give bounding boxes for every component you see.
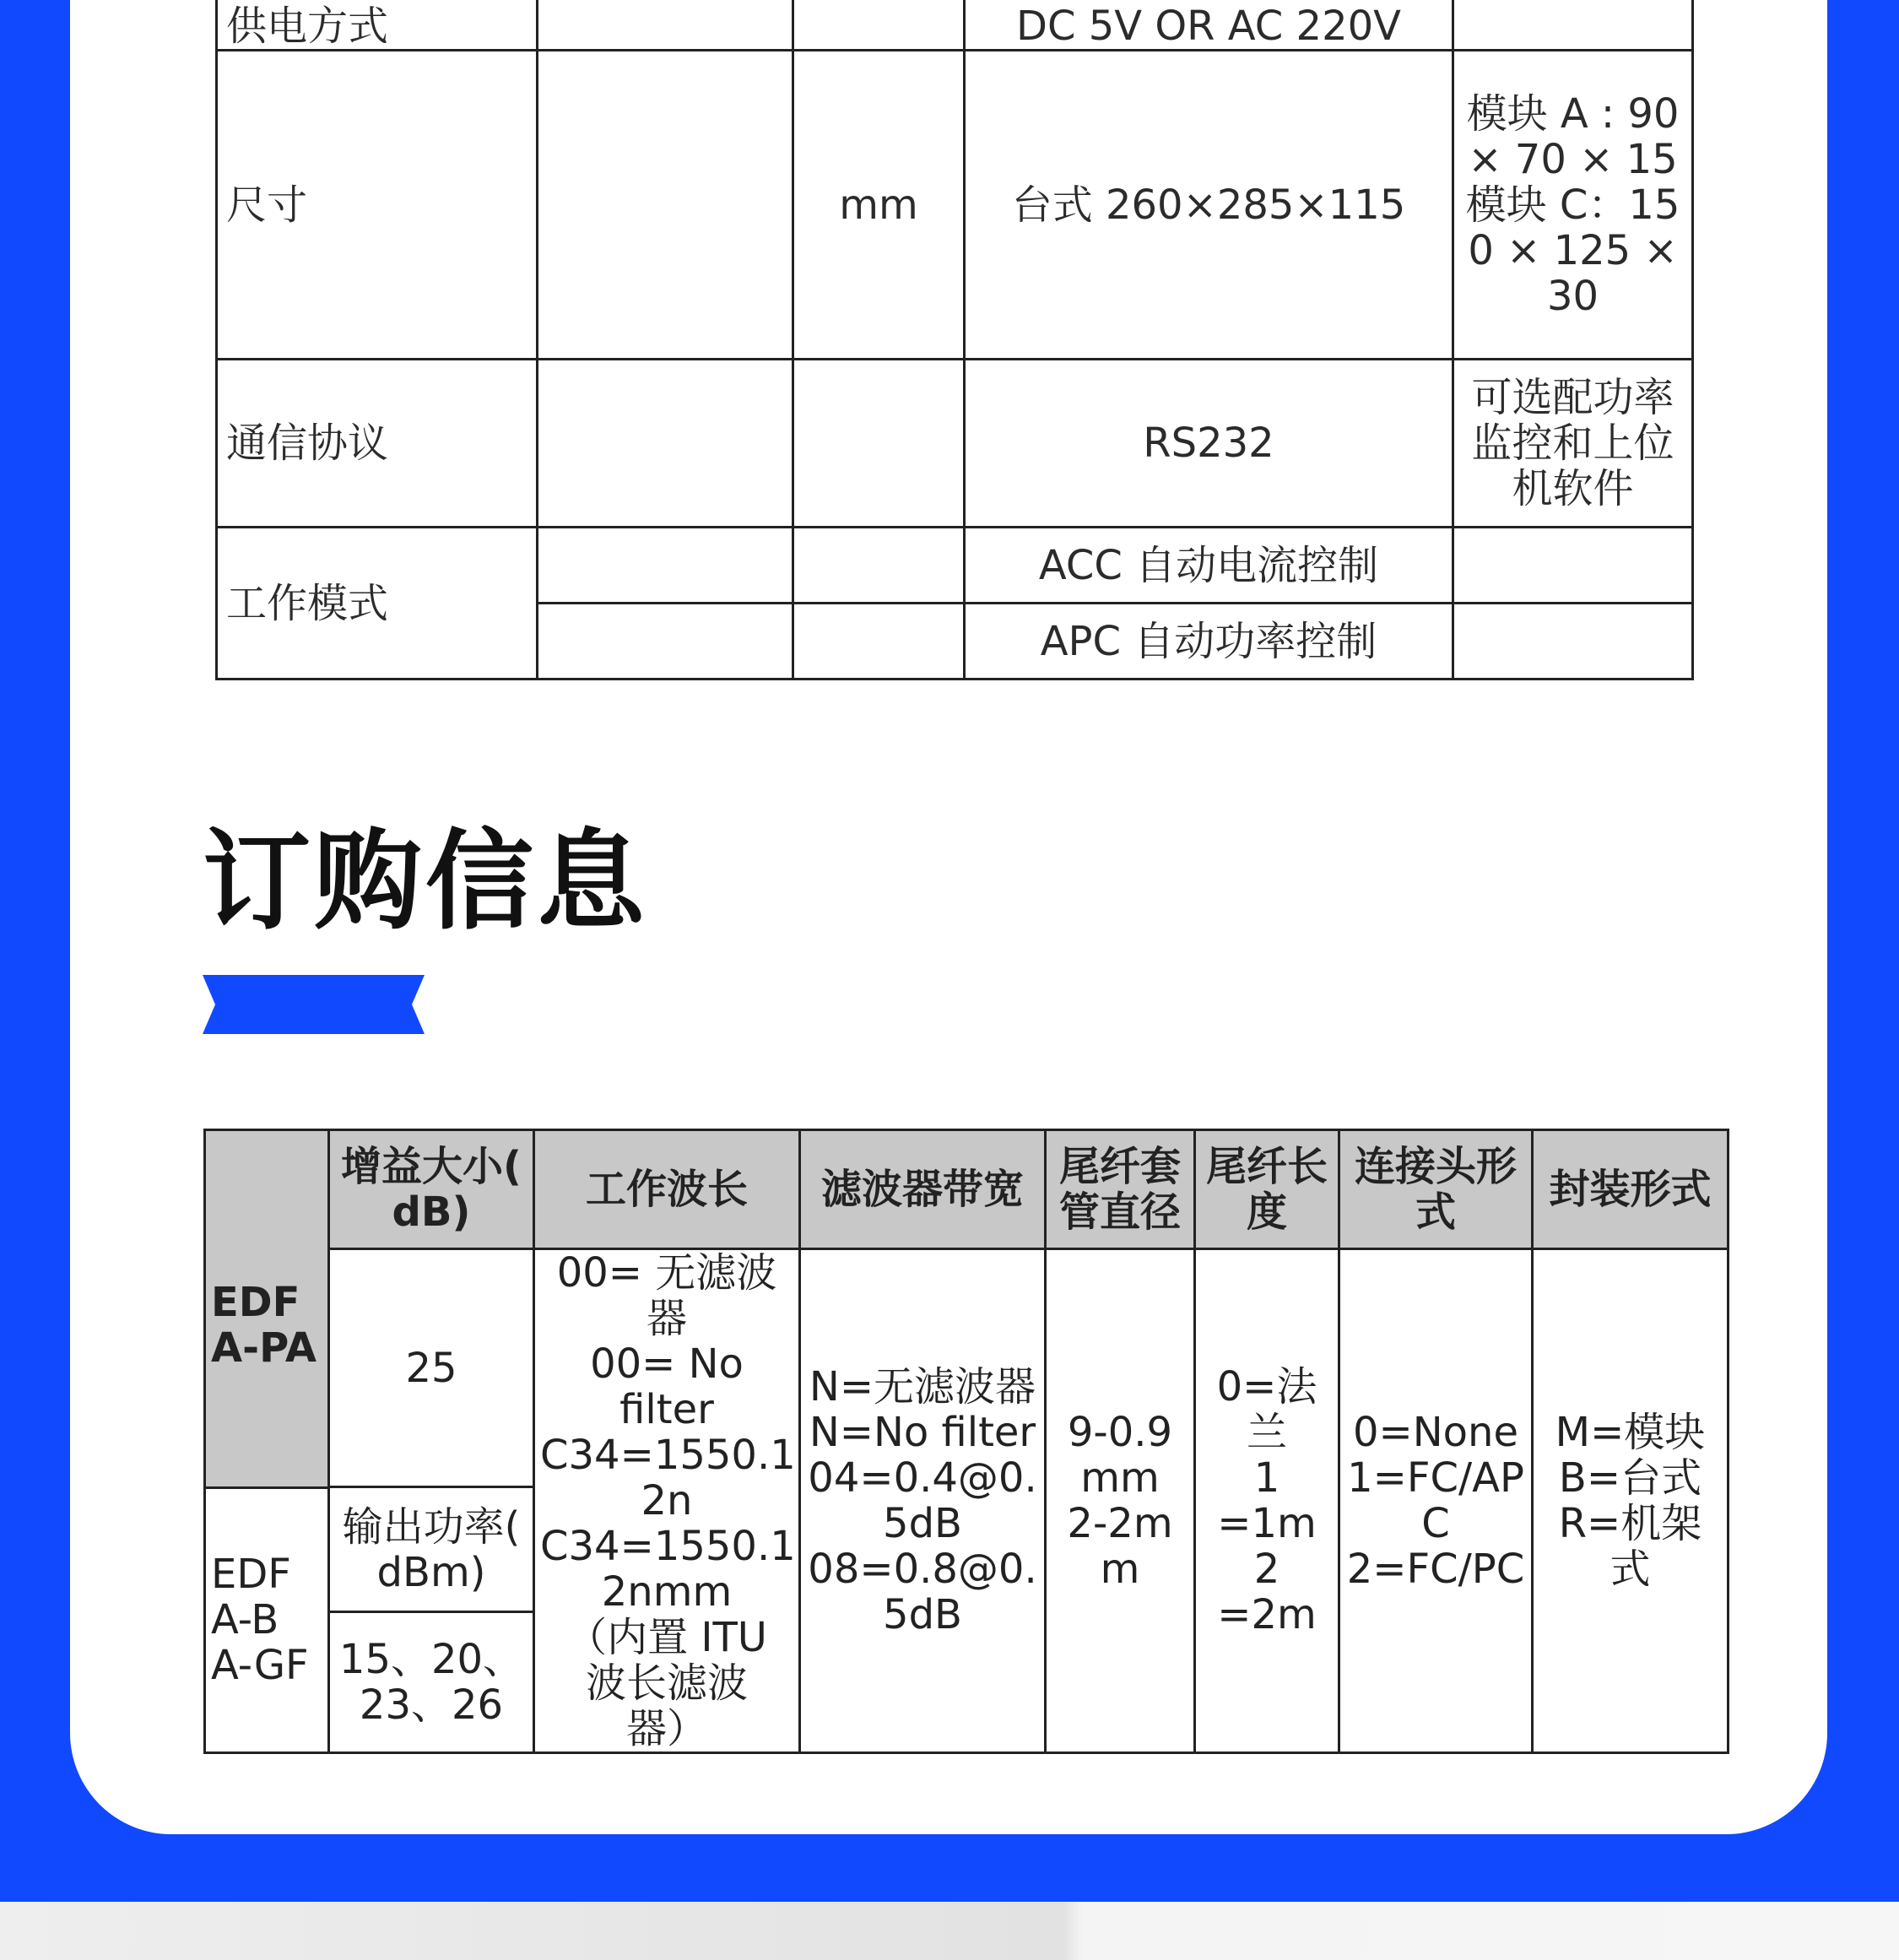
header-pigtail-length: 尾纤长 度	[1195, 1130, 1339, 1249]
model-pa-label: EDF A-PA	[211, 1279, 316, 1373]
spec-row-mode-1	[217, 528, 1693, 604]
spec-unit-size: mm	[793, 51, 965, 360]
order-table	[203, 1129, 1729, 1754]
spec-value-size: 台式 260×285×115	[965, 51, 1453, 360]
spec-label-size: 尺寸	[217, 51, 538, 360]
output-power-header: 输出功率( dBm)	[329, 1487, 534, 1612]
order-row-gain	[205, 1249, 1729, 1487]
spec-value-power: DC 5V OR AC 220V	[965, 0, 1453, 51]
spec-label-comm: 通信协议	[217, 360, 538, 528]
header-gain: 增益大小( dB)	[329, 1130, 534, 1249]
pigtail-length-options: 0=法 兰 1 =1m 2 =2m	[1195, 1249, 1339, 1753]
package-options: M=模块 B=台式 R=机架 式	[1533, 1249, 1729, 1753]
filter-bw-options: N=无滤波器 N=No filter 04=0.4@0. 5dB 08=0.8@0. 5dB	[800, 1249, 1046, 1753]
ribbon-shape	[203, 975, 425, 1034]
spec-value-mode-apc: APC 自动功率控制	[965, 604, 1453, 680]
order-header-row	[205, 1130, 1729, 1249]
header-package: 封装形式	[1533, 1130, 1729, 1249]
section-title: 订购信息	[203, 819, 649, 945]
spec-note-size: 模块 A : 90 × 70 × 15 模块 C：15 0 × 125 × 30	[1453, 51, 1693, 360]
spec-note-comm: 可选配功率 监控和上位 机软件	[1453, 360, 1693, 528]
header-wavelength: 工作波长	[534, 1130, 800, 1249]
spec-row-power	[217, 0, 1693, 51]
spec-table	[215, 0, 1694, 680]
gain-value: 25	[329, 1249, 534, 1487]
bottom-band	[0, 1902, 1899, 1960]
model-bgf: EDF A-B A-GF	[205, 1487, 329, 1753]
spec-row-size	[217, 51, 1693, 360]
output-power-values: 15、20、 23、26	[329, 1612, 534, 1753]
pigtail-diameter-options: 9-0.9 mm 2-2m m	[1046, 1249, 1195, 1753]
header-connector: 连接头形 式	[1339, 1130, 1533, 1249]
title-ribbon-decoration	[203, 975, 425, 1034]
wavelength-options: 00= 无滤波 器 00= No filter C34=1550.1 2n C34=1550.1 2nmm （内置 ITU 波长滤波 器）	[534, 1249, 800, 1753]
model-pa	[205, 1130, 329, 1488]
connector-options: 0=None 1=FC/AP C 2=FC/PC	[1339, 1249, 1533, 1753]
spec-row-comm	[217, 360, 1693, 528]
spec-label-mode: 工作模式	[217, 528, 538, 680]
header-pigtail-diameter: 尾纤套 管直径	[1046, 1130, 1195, 1249]
spec-value-mode-acc: ACC 自动电流控制	[965, 528, 1453, 604]
header-filter-bw: 滤波器带宽	[800, 1130, 1046, 1249]
spec-value-comm: RS232	[965, 360, 1453, 528]
spec-label-power: 供电方式	[217, 0, 538, 51]
